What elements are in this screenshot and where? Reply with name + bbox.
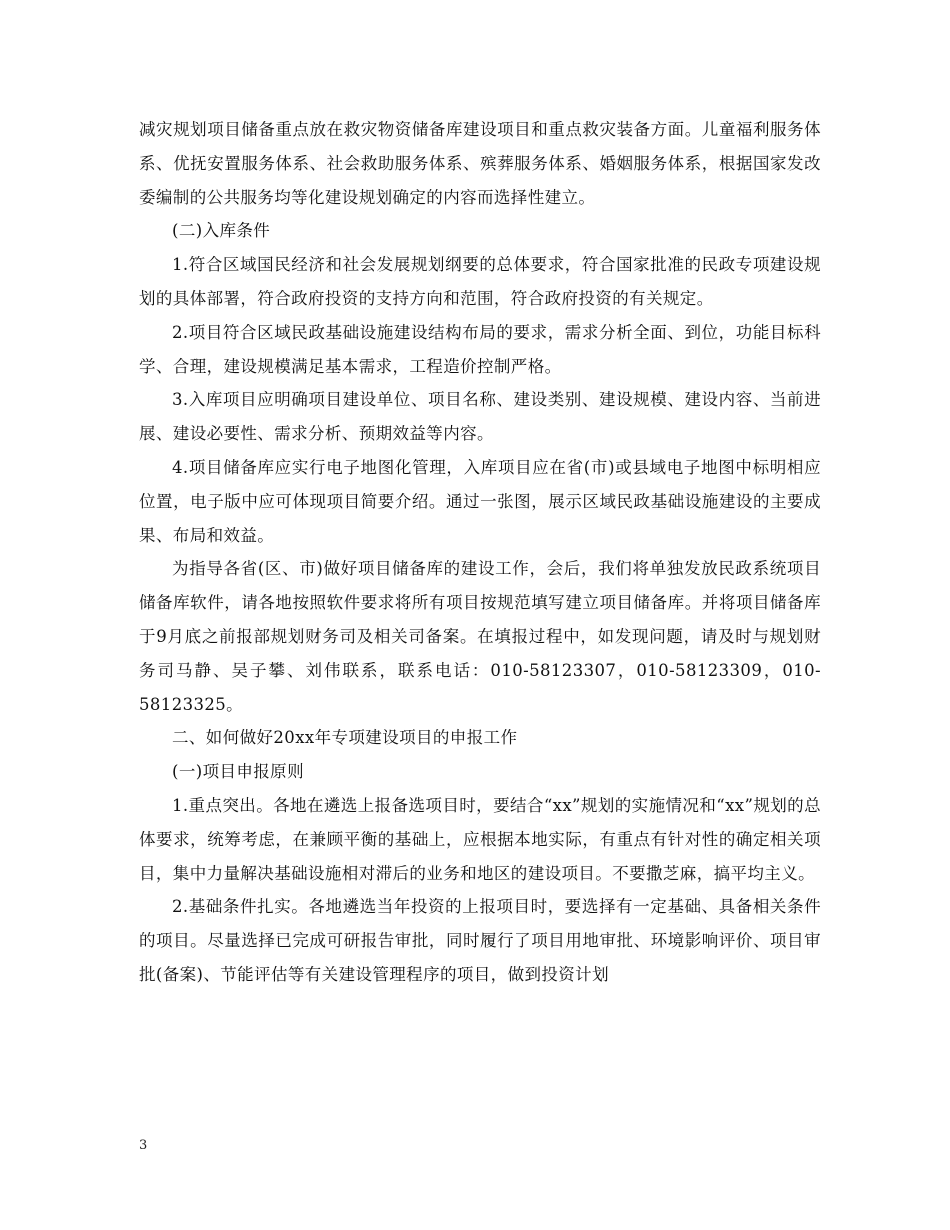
paragraph: 3.入库项目应明确项目建设单位、项目名称、建设类别、建设规模、建设内容、当前进展、建设必要性、需求分析、预期效益等内容。	[139, 390, 821, 444]
section-heading: (一)项目申报原则	[172, 762, 304, 782]
paragraph: 2.项目符合区域民政基础设施建设结构布局的要求，需求分析全面、到位，功能目标科学、合理，建设规模满足基本需求，工程造价控制严格。	[139, 322, 821, 376]
document-body	[139, 113, 821, 992]
paragraph: 减灾规划项目储备重点放在救灾物资储备库建设项目和重点救灾装备方面。儿童福利服务体系、优抚安置服务体系、社会救助服务体系、殡葬服务体系、婚姻服务体系，根据国家发改委编制的公共服务均等化建设规划确定的内容而选择性建立。	[139, 120, 821, 207]
section-heading: 二、如何做好20xx年专项建设项目的申报工作	[172, 728, 518, 748]
section-heading: (二)入库条件	[172, 221, 271, 241]
paragraph: 4.项目储备库应实行电子地图化管理，入库项目应在省(市)或县域电子地图中标明相应位置，电子版中应可体现项目简要介绍。通过一张图，展示区域民政基础设施建设的主要成果、布局和效益。	[139, 457, 821, 545]
paragraph: 为指导各省(区、市)做好项目储备库的建设工作，会后，我们将单独发放民政系统项目储备库软件，请各地按照软件要求将所有项目按规范填写建立项目储备库。并将项目储备库于9月底之前报部规划财务司及相关司备案。在填报过程中，如发现问题，请及时与规划财务司马静、吴子攀、刘伟联系，联系电话：010-58123307，010-58123309，010-58123325。	[139, 559, 821, 714]
paragraph: 2.基础条件扎实。各地遴选当年投资的上报项目时，要选择有一定基础、具备相关条件的项目。尽量选择已完成可研报告审批，同时履行了项目用地审批、环境影响评价、项目审批(备案)、节能评估等有关建设管理程序的项目，做到投资计划	[139, 897, 821, 984]
paragraph: 1.重点突出。各地在遴选上报备选项目时，要结合“xx”规划的实施情况和“xx”规划的总体要求，统筹考虑，在兼顾平衡的基础上，应根据本地实际，有重点有针对性的确定相关项目，集中力量解决基础设施相对滞后的业务和地区的建设项目。不要撒芝麻，搞平均主义。	[139, 795, 821, 883]
page-number: 3	[139, 1138, 148, 1153]
paragraph: 1.符合区域国民经济和社会发展规划纲要的总体要求，符合国家批准的民政专项建设规划的具体部署，符合政府投资的支持方向和范围，符合政府投资的有关规定。	[139, 255, 821, 308]
